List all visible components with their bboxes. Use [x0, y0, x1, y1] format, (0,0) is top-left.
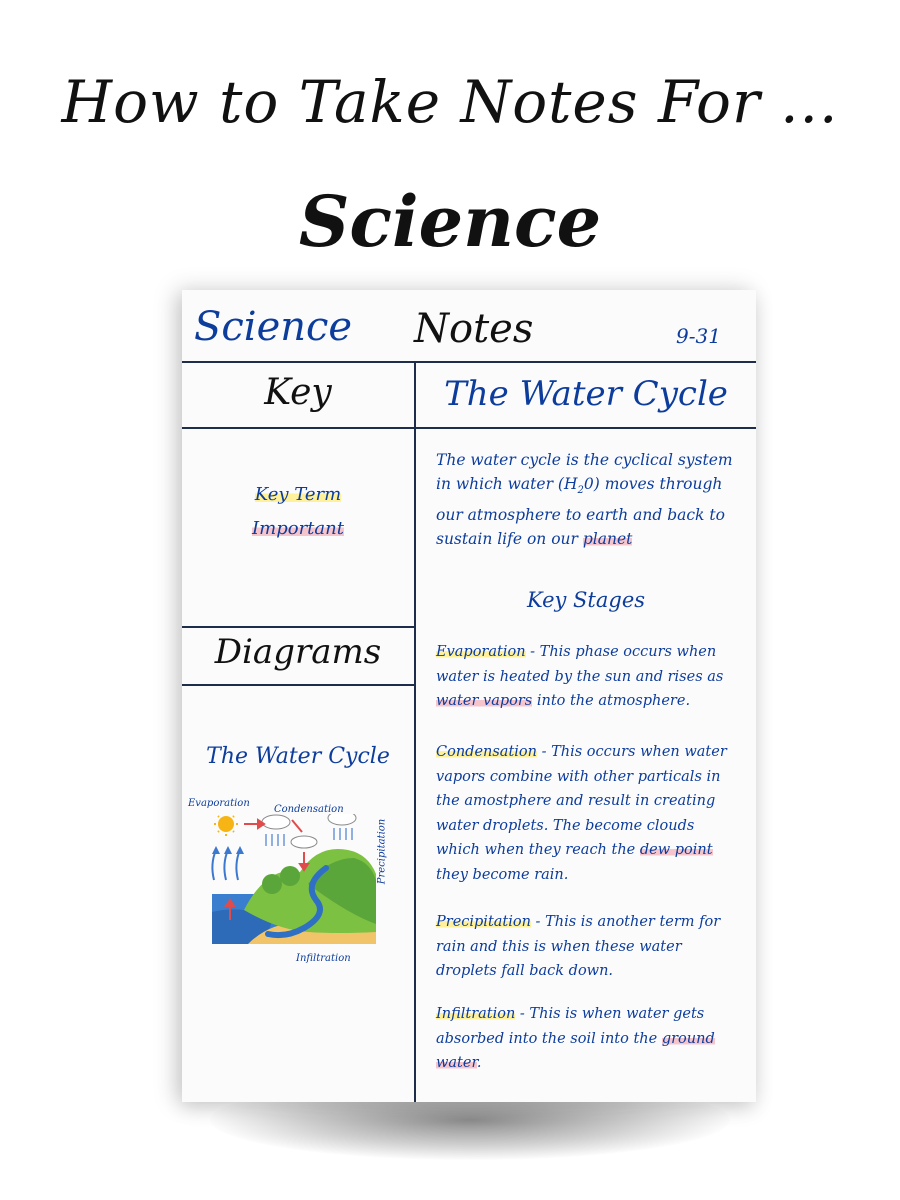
stage-text-end: they become rain.	[436, 866, 569, 883]
subject-title: Science	[194, 304, 353, 350]
infiltration-label: Infiltration	[296, 953, 351, 964]
stage-important: ground water	[436, 1030, 715, 1071]
intro-highlight: planet	[582, 530, 633, 549]
legend-key-term	[182, 484, 414, 505]
key-term-swatch: Key Term	[254, 484, 342, 505]
intro-text-middle: 0) moves through our atmosphere to earth and back to sustain life on our	[436, 475, 725, 549]
stage-text: - This phase occurs when water is heated by the sun and rises as	[436, 644, 724, 685]
intro-text-start: The water cycle is the cyclical system in which water (H	[436, 451, 733, 493]
condensation-label: Condensation	[274, 804, 344, 815]
diagrams-top-rule	[182, 626, 414, 628]
key-column-heading: Key	[264, 372, 332, 413]
stage-text: - This is another term for rain and this is when these water droplets fall back down.	[436, 914, 721, 979]
notes-sheet	[182, 290, 756, 1102]
key-stages-heading: Key Stages	[526, 588, 646, 612]
important-swatch: Important	[252, 518, 344, 539]
notes-label: Notes	[414, 306, 534, 352]
stage-term: Precipitation	[436, 914, 531, 930]
stage-evaporation	[436, 640, 740, 714]
stage-term: Evaporation	[436, 644, 526, 660]
stage-text: - This is when water gets absorbed into the soil into the	[436, 1006, 705, 1047]
stage-term: Condensation	[436, 744, 537, 760]
water-cycle-diagram	[208, 814, 380, 946]
stage-precipitation	[436, 910, 740, 984]
diagrams-bottom-rule	[182, 684, 414, 686]
stage-important: dew point	[639, 842, 713, 858]
stage-infiltration	[436, 1002, 740, 1076]
stage-text-end: into the atmosphere.	[532, 693, 691, 709]
page-subheading: Science	[298, 180, 602, 263]
diagrams-heading: Diagrams	[214, 632, 382, 672]
precipitation-label: Precipitation	[376, 818, 388, 885]
stage-text: - This occurs when water vapors combine with other particals in the amostphere and result in creating water droplets. The become clouds which when they reach the	[436, 744, 727, 858]
evaporation-label: Evaporation	[188, 798, 250, 809]
legend-important	[182, 518, 414, 539]
intro-subscript: 2	[577, 485, 584, 497]
column-divider	[414, 363, 416, 1102]
stage-text-end: .	[476, 1055, 482, 1071]
topic-heading: The Water Cycle	[444, 374, 728, 414]
date-label: 9-31	[676, 324, 721, 348]
page-heading: How to Take Notes For ...	[61, 68, 839, 136]
diagram-title: The Water Cycle	[206, 744, 390, 769]
intro-paragraph	[436, 448, 746, 551]
header-rule	[182, 361, 756, 363]
title-row-rule	[182, 427, 756, 429]
stage-term: Infiltration	[436, 1006, 516, 1022]
stage-condensation	[436, 740, 740, 887]
stage-important: water vapors	[436, 693, 533, 709]
